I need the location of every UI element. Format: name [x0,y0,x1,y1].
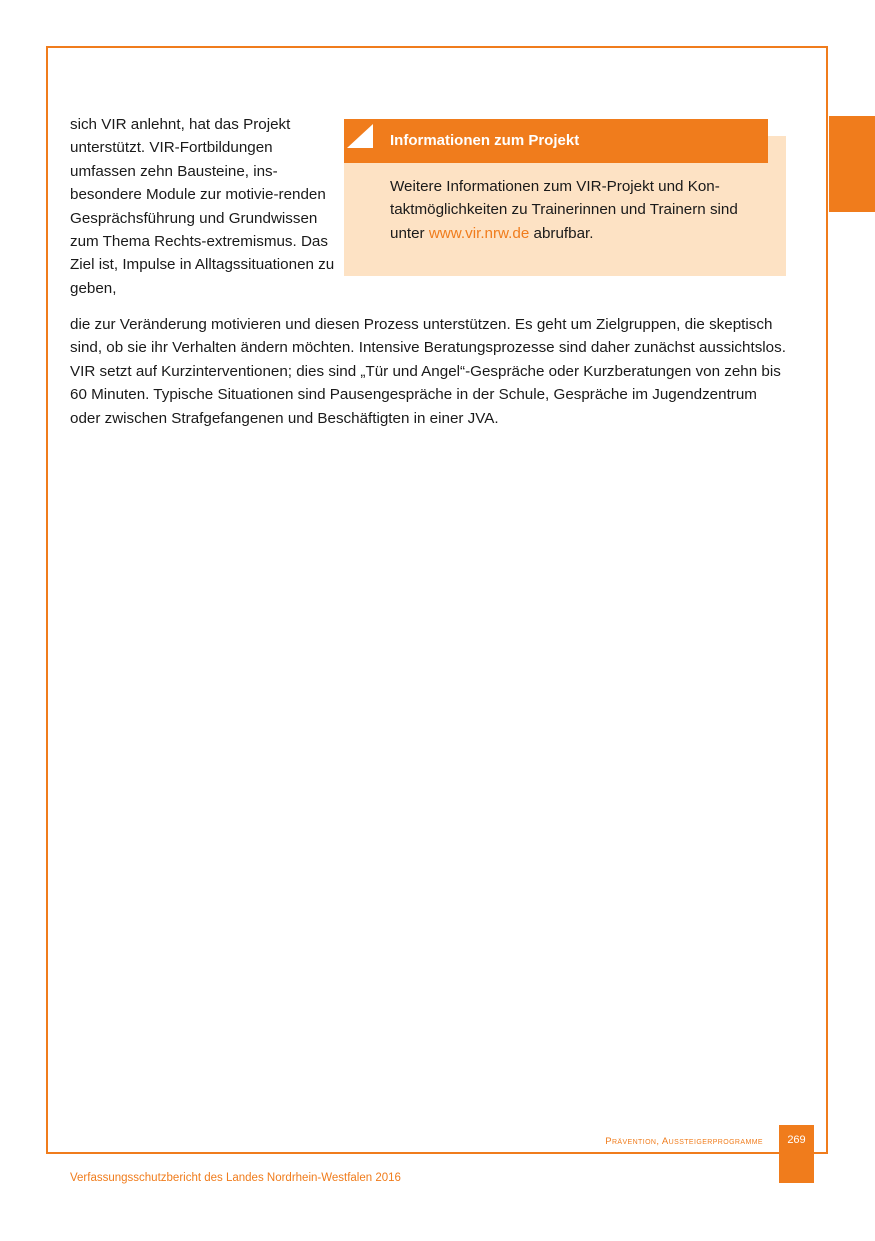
info-box-text-end: abrufbar. [529,224,594,242]
info-box-header [344,119,768,163]
page-number: 269 [787,1134,806,1146]
page-number-box [779,1125,814,1183]
info-box-link[interactable]: www.vir.nrw.de [428,224,530,242]
info-box-title: Informationen zum Projekt [390,132,580,149]
triangle-icon [347,124,373,148]
info-box-body [390,175,770,245]
chapter-side-tab [829,116,875,212]
section-label: Prävention, Aussteigerprogramme [605,1136,763,1147]
column-paragraph: sich VIR anlehnt, hat das Projekt unterstützt. VIR-Fortbildungen umfassen zehn Bausteine, ins-besondere Module zur motivie-renden Gesprächsführung und Grundwissen zum Thema Rechts-extremismus. Das Ziel ist, Impulse in Alltagssituationen zu geben, [70,116,335,297]
info-box-text: Weitere Informationen zum VIR-Projekt und Kon-taktmöglichkeiten zu Trainerinnen und Trainern sind unter [390,178,738,242]
publication-title: Verfassungsschutzbericht des Landes Nordrhein-Westfalen 2016 [70,1172,401,1184]
body-paragraph: die zur Veränderung motivieren und diesen Prozess unterstützen. Es geht um Zielgruppen, die skeptisch sind, ob sie ihr Verhalten ändern möchten. Intensive Beratungsprozesse sind daher zunächst aussichtslos. VIR setzt auf Kurzinterventionen; dies sind „Tür und Angel“-Gespräche oder Kurzberatungen von zehn bis 60 Minuten. Typische Situationen sind Pausengespräche in der Schule, Gespräche im Jugendzentrum oder zwischen Strafgefangenen und Beschäftigten in einer JVA. [70,316,786,427]
